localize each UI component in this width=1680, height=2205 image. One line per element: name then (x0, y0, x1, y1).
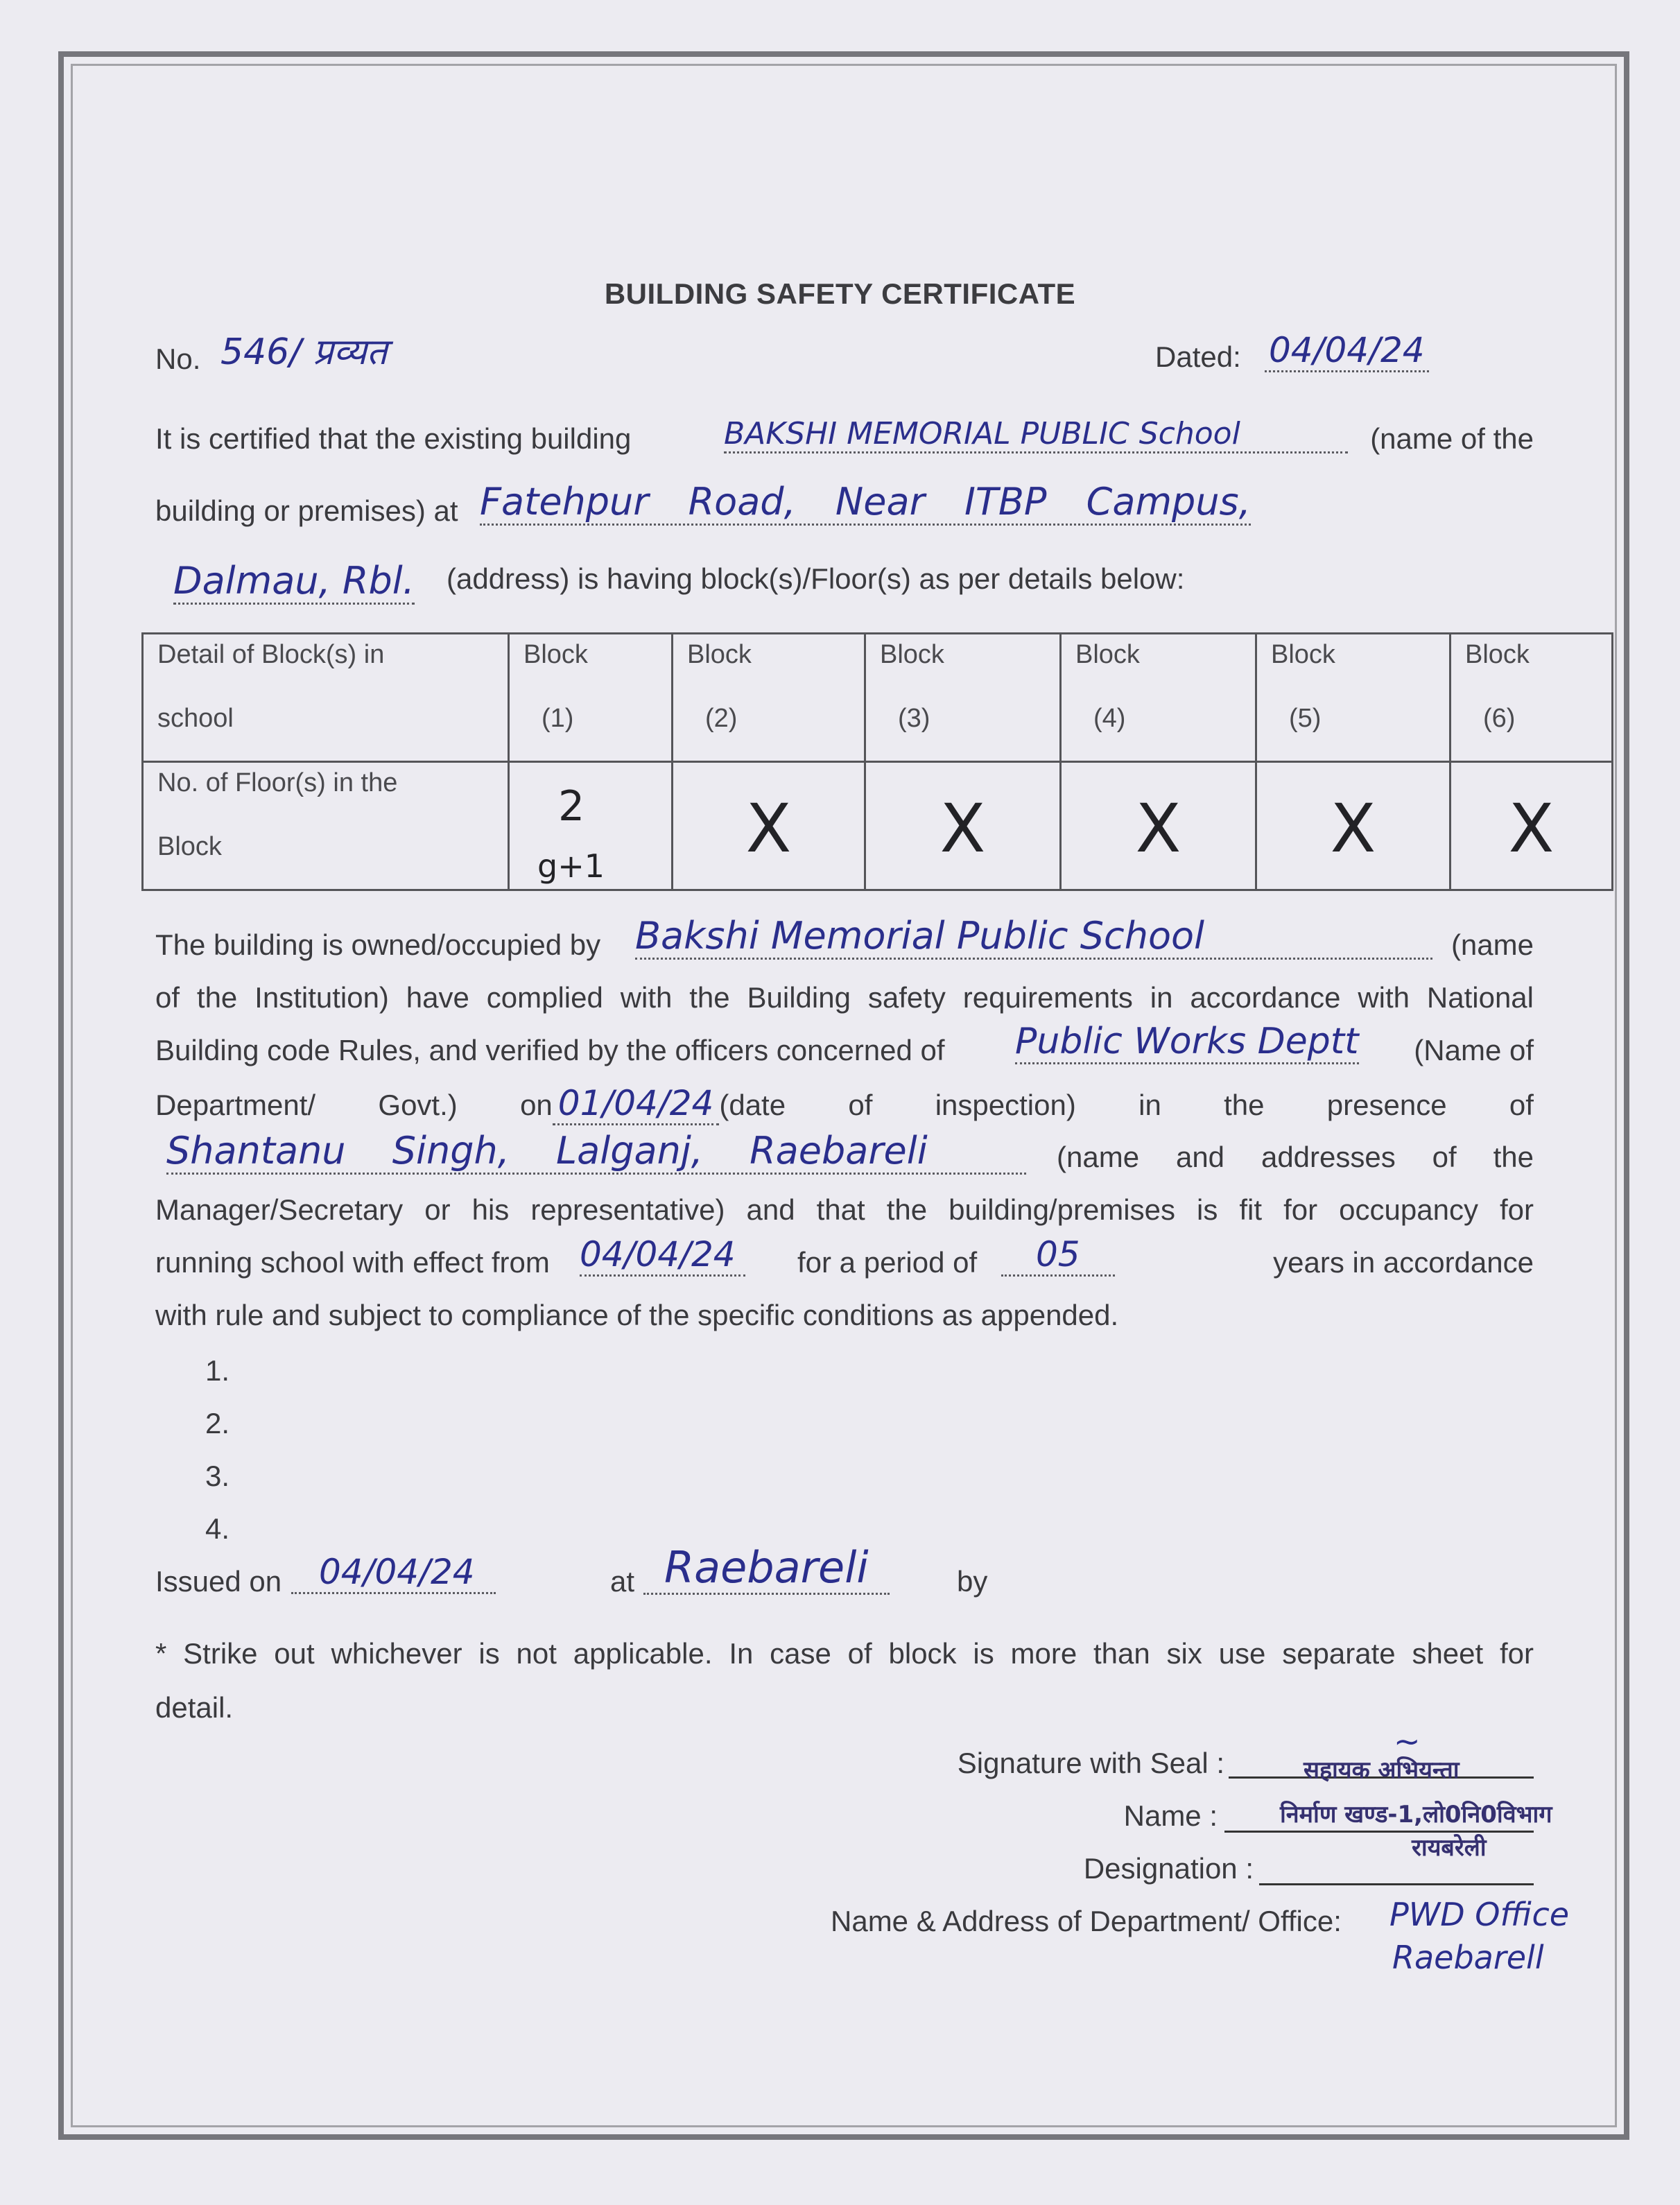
floors-block-5: X (1256, 762, 1450, 890)
address-line-2: Dalmau, Rbl. (173, 559, 415, 605)
number-label: No. (155, 343, 201, 375)
condition-1: 1. (205, 1354, 230, 1387)
designation-label: Designation : (1083, 1852, 1254, 1885)
table-header-block-3: Block (3) (865, 634, 1061, 762)
floors-block-2: X (673, 762, 865, 890)
condition-4: 4. (205, 1512, 230, 1545)
certificate-number: 546/ प्रव्यत (220, 331, 388, 373)
stamp-line-3: रायबरेली (1412, 1834, 1487, 1862)
designation-line (1259, 1883, 1534, 1885)
stamp-line-1: सहायक अभियन्ता (1304, 1756, 1460, 1784)
institution-name: Bakshi Memorial Public School (635, 914, 1432, 960)
body-line-8: with rule and subject to compliance of the specific conditions as appended. (155, 1299, 1119, 1331)
intro-text-4: (address) is having block(s)/Floor(s) as per details below: (447, 562, 1185, 595)
table-row (143, 762, 1613, 890)
intro-text-2: (name of the (1370, 422, 1534, 455)
manager-details: Shantanu Singh, Lalganj, Raebareli (166, 1129, 1026, 1175)
body-line-4: Department/ Govt.) on 01/04/24 (date of inspection) in the presence of (155, 1086, 1534, 1123)
condition-3: 3. (205, 1460, 230, 1492)
table-header-block-1: Block (1) (509, 634, 673, 762)
blocks-table (141, 632, 1613, 891)
body-line-7-mid: for a period of (797, 1246, 978, 1279)
issued-at: at (610, 1565, 635, 1598)
body-line-7-prefix: running school with effect from (155, 1246, 550, 1279)
department-label: Name & Address of Department/ Office: (831, 1905, 1342, 1937)
table-header-block-2: Block (2) (673, 634, 865, 762)
issued-by: by (957, 1565, 988, 1598)
stamp-line-2: निर्माण खण्ड-1,लो0नि0विभाग (1280, 1801, 1552, 1828)
address-line-1: Fatehpur Road, Near ITBP Campus, (480, 480, 1251, 526)
issued-place: Raebareli (643, 1542, 890, 1595)
signature-label: Signature with Seal : (957, 1747, 1224, 1779)
issued-prefix: Issued on (155, 1565, 282, 1598)
footnote-line-2: detail. (155, 1691, 234, 1724)
condition-2: 2. (205, 1407, 230, 1439)
table-header-block-4: Block (4) (1061, 634, 1256, 762)
name-line (1224, 1831, 1534, 1833)
intro-text-3: building or premises) at (155, 494, 458, 527)
floors-block-3: X (865, 762, 1061, 890)
body-line-3-prefix: Building code Rules, and verified by the officers concerned of (155, 1034, 945, 1066)
floors-block-4: X (1061, 762, 1256, 890)
body-line-7-suffix: years in accordance (1273, 1246, 1534, 1279)
name-label: Name : (1123, 1799, 1218, 1832)
certificate-title: BUILDING SAFETY CERTIFICATE (604, 277, 1076, 310)
table-header-block-5: Block (5) (1256, 634, 1450, 762)
owned-prefix: The building is owned/occupied by (155, 928, 601, 961)
issued-date: 04/04/24 (291, 1552, 496, 1594)
inspection-date: 01/04/24 (553, 1083, 720, 1125)
dated-value: 04/04/24 (1265, 330, 1429, 372)
dated-label: Dated: (1155, 340, 1241, 373)
effective-date: 04/04/24 (580, 1234, 745, 1277)
table-header-block-6: Block (6) (1450, 634, 1613, 762)
period-value: 05 (1001, 1234, 1115, 1277)
intro-text-1: It is certified that the existing building (155, 422, 632, 455)
body-line-5-suffix: (name and addresses of the (1057, 1141, 1534, 1173)
department-value-line-2: Raebarell (1392, 1939, 1544, 1976)
floors-block-1: 2 g+1 (509, 762, 673, 890)
table-header-detail: Detail of Block(s) in school (143, 634, 509, 762)
department-value-line-1: PWD Office (1389, 1896, 1570, 1933)
owned-suffix: (name (1450, 928, 1534, 961)
body-line-3-suffix: (Name of (1414, 1034, 1534, 1066)
table-row (143, 634, 1613, 762)
body-line-2: of the Institution) have complied with the Building safety requirements in accordance with National (155, 981, 1534, 1014)
building-name: BAKSHI MEMORIAL PUBLIC School (724, 416, 1348, 453)
signature-mark: ~ (1394, 1722, 1421, 1760)
body-line-6: Manager/Secretary or his representative) and that the building/premises is fit for occupancy for (155, 1193, 1534, 1226)
table-label-floors: No. of Floor(s) in the Block (143, 762, 509, 890)
department-name: Public Works Deptt (1015, 1021, 1359, 1064)
footnote-line-1: * Strike out whichever is not applicable. In case of block is more than six use separate sheet for (155, 1637, 1534, 1670)
floors-block-6: X (1450, 762, 1613, 890)
